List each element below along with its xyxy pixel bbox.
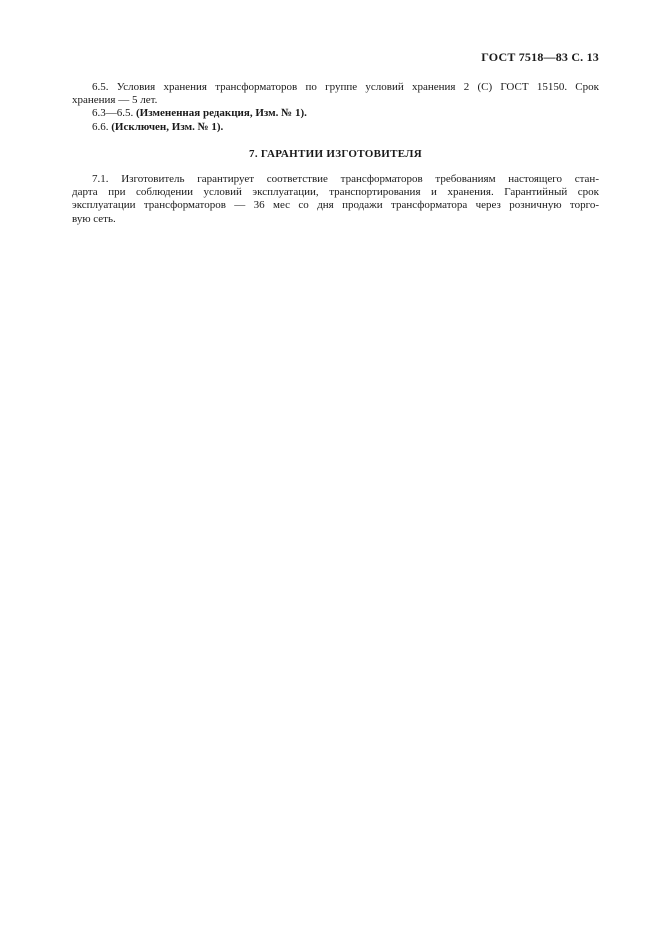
paragraph-6-5-text-2: хранения — 5 лет. (72, 94, 158, 107)
paragraph-7-1-line-3 (72, 199, 599, 212)
paragraph-6-6 (72, 121, 599, 134)
document-body (72, 81, 599, 226)
paragraph-7-1-text-1: 7.1. Изготовитель гарантирует соответствие трансформаторов требованиям настоящего стан- (92, 173, 599, 186)
paragraph-7-1-line-1 (72, 173, 599, 186)
paragraph-6-3-6-5 (72, 107, 599, 120)
paragraph-7-1-text-2: дарта при соблюдении условий эксплуатации, транспортирования и хранения. Гарантийный срок (72, 186, 599, 199)
paragraph-6-3-6-5-amendment: (Измененная редакция, Изм. № 1). (136, 107, 307, 120)
section-7-heading: 7. ГАРАНТИИ ИЗГОТОВИТЕЛЯ (249, 147, 422, 160)
paragraph-7-1-line-2 (72, 186, 599, 199)
running-header: ГОСТ 7518—83 С. 13 (481, 50, 599, 64)
paragraph-6-5-text-1: 6.5. Условия хранения трансформаторов по группе условий хранения 2 (С) ГОСТ 15150. Срок (92, 81, 599, 93)
paragraph-6-6-number: 6.6. (92, 120, 109, 133)
paragraph-7-1-text-3: эксплуатации трансформаторов — 36 мес со дня продажи трансформатора через розничную торго- (72, 199, 599, 212)
paragraph-6-5-line-1 (72, 81, 599, 94)
paragraph-6-6-amendment: (Исключен, Изм. № 1). (111, 120, 224, 133)
paragraph-6-3-6-5-number: 6.3—6.5. (92, 107, 134, 120)
paragraph-6-5-line-2 (72, 94, 599, 107)
paragraph-7-1-text-4: вую сеть. (72, 212, 116, 225)
paragraph-7-1-line-4 (72, 213, 599, 226)
